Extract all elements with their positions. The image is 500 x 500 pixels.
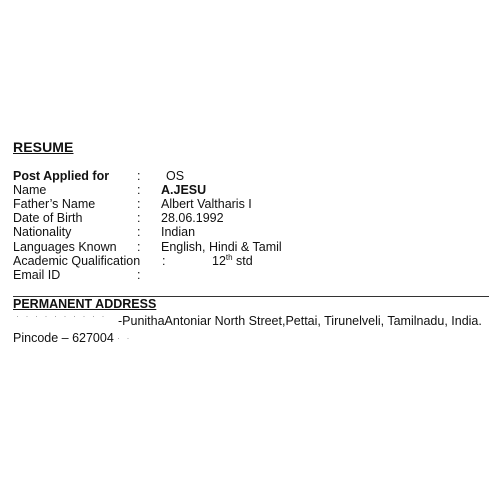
- field-value: [212, 254, 253, 268]
- qualification-ordinal: th: [225, 253, 233, 262]
- field-value: English, Hindi & Tamil: [161, 240, 282, 254]
- field-colon: :: [137, 169, 141, 183]
- field-colon: :: [137, 183, 141, 197]
- field-label: Name: [13, 183, 47, 197]
- redacted-text-mark: · · · · · · · · · ·: [16, 311, 107, 321]
- field-value: OS: [166, 169, 185, 183]
- qualification-suffix: std: [232, 254, 253, 268]
- field-value: Albert Valtharis I: [161, 197, 252, 211]
- field-colon: :: [137, 197, 141, 211]
- address-line: -PunithaAntoniar North Street,Pettai, Tirunelveli, Tamilnadu, India.: [118, 314, 482, 328]
- pincode-line: Pincode – 627004: [13, 331, 114, 345]
- field-label: Academic Qualification: [13, 254, 141, 268]
- field-value: Indian: [161, 225, 196, 239]
- field-colon: :: [162, 254, 166, 268]
- resume-title: RESUME: [13, 139, 74, 155]
- field-label: Languages Known: [13, 240, 117, 254]
- field-value: 28.06.1992: [161, 211, 224, 225]
- field-label: Date of Birth: [13, 211, 83, 225]
- field-label: Post Applied for: [13, 169, 110, 183]
- field-value: A.JESU: [161, 183, 207, 197]
- field-colon: :: [137, 225, 141, 239]
- field-colon: :: [137, 211, 141, 225]
- qualification-number: 12: [212, 254, 226, 268]
- field-colon: :: [137, 240, 141, 254]
- field-label: Email ID: [13, 268, 61, 282]
- field-colon: :: [137, 268, 141, 282]
- redacted-text-mark: · ·: [117, 333, 132, 343]
- field-label: Father’s Name: [13, 197, 96, 211]
- field-label: Nationality: [13, 225, 72, 239]
- permanent-address-heading: PERMANENT ADDRESS: [13, 297, 157, 311]
